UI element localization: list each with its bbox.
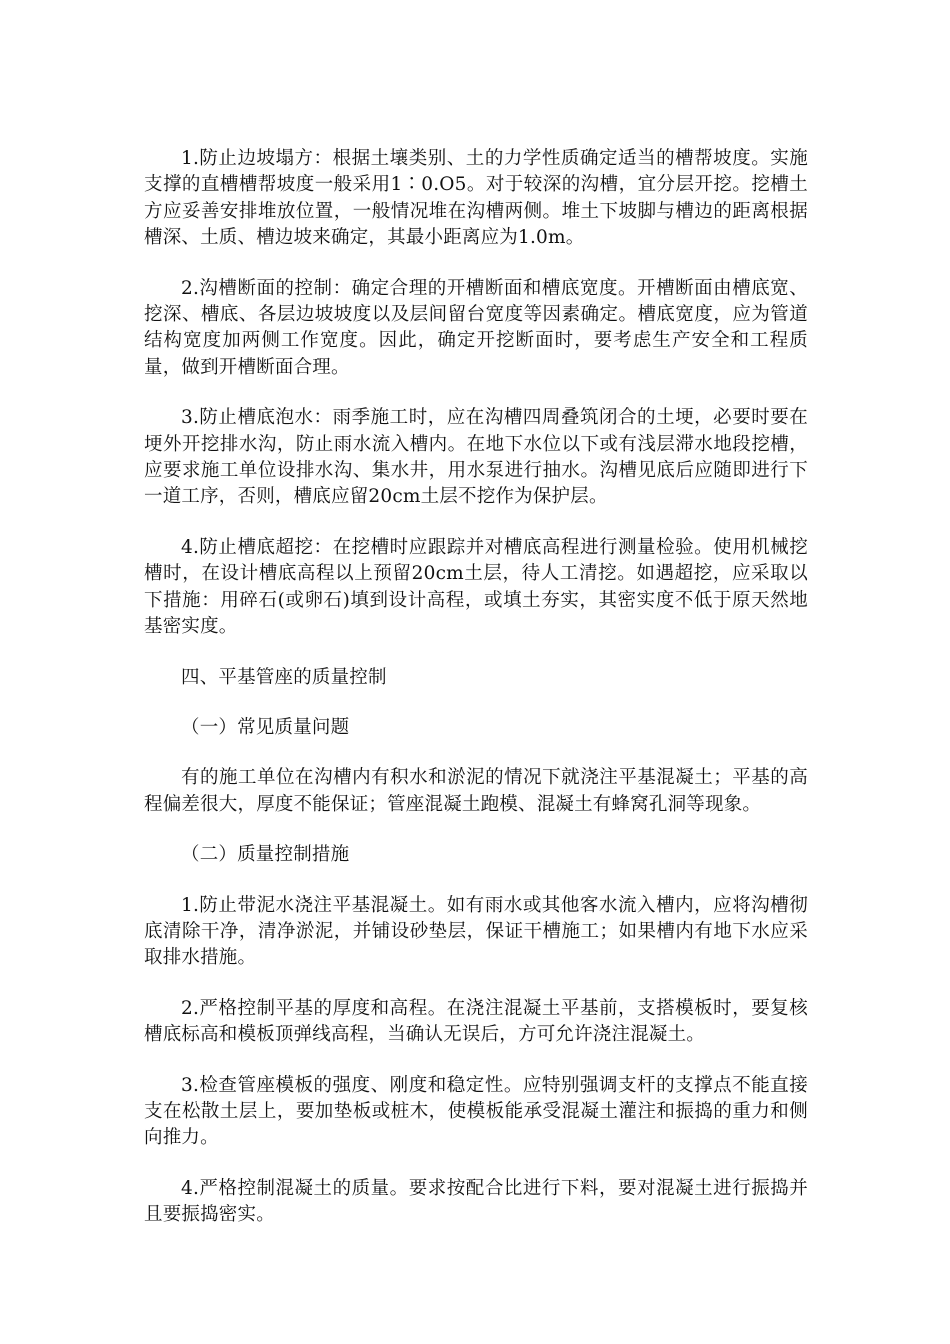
paragraph-trench-water: 3.防止槽底泡水：雨季施工时，应在沟槽四周叠筑闭合的土埂，必要时要在埂外开挖排水沟，防止雨水流入槽内。在地下水位以下或有浅层滞水地段挖槽，应要求施工单位设排水沟、集水井，用水泵进行抽水。沟槽见底后应随即进行下一道工序，否则，槽底应留20cm土层不挖作为保护层。 [144,407,808,508]
section-heading: 四、平基管座的质量控制 [181,666,387,688]
paragraph-measure-3: 3.检查管座模板的强度、刚度和稳定性。应特别强调支杆的支撑点不能直接支在松散土层上，要加垫板或桩木，使模板能承受混凝土灌注和振捣的重力和侧向推力。 [144,1074,808,1149]
paragraph-common-problems: 有的施工单位在沟槽内有积水和淤泥的情况下就浇注平基混凝土；平基的高程偏差很大，厚度不能保证；管座混凝土跑模、混凝土有蜂窝孔洞等现象。 [144,767,808,815]
subsection-heading-measures: （二）质量控制措施 [181,844,350,866]
document-body [144,146,808,1253]
paragraph-measure-4: 4.严格控制混凝土的质量。要求按配合比进行下料，要对混凝土进行振捣并且要振捣密实。 [144,1177,808,1226]
paragraph-slope-collapse: 1.防止边坡塌方：根据土壤类别、土的力学性质确定适当的槽帮坡度。实施支撑的直槽槽帮坡度一般采用1∶0.O5。对于较深的沟槽，宜分层开挖。挖槽土方应妥善安排堆放位置，一般情况堆在沟槽两侧。堆土下坡脚与槽边的距离根据槽深、土质、槽边坡来确定，其最小距离应为1.0m。 [144,148,808,249]
paragraph-over-excavation: 4.防止槽底超挖：在挖槽时应跟踪并对槽底高程进行测量检验。使用机械挖槽时，在设计槽底高程以上预留20cm土层，待人工清挖。如遇超挖，应采取以下措施：用碎石(或卵石)填到设计高程，或填土夯实，其密实度不低于原天然地基密实度。 [144,536,808,638]
paragraph-trench-section: 2.沟槽断面的控制：确定合理的开槽断面和槽底宽度。开槽断面由槽底宽、挖深、槽底、各层边坡坡度以及层间留台宽度等因素确定。槽底宽度，应为管道结构宽度加两侧工作宽度。因此，确定开挖断面时，要考虑生产安全和工程质量，做到开槽断面合理。 [144,277,808,378]
paragraph-measure-1: 1.防止带泥水浇注平基混凝土。如有雨水或其他客水流入槽内，应将沟槽彻底清除干净，清净淤泥，并铺设砂垫层，保证干槽施工；如果槽内有地下水应采取排水措施。 [144,894,808,969]
subsection-heading-problems: （一）常见质量问题 [181,716,350,738]
paragraph-measure-2: 2.严格控制平基的厚度和高程。在浇注混凝土平基前，支搭模板时，要复核槽底标高和模板顶弹线高程，当确认无误后，方可允许浇注混凝土。 [144,997,808,1046]
